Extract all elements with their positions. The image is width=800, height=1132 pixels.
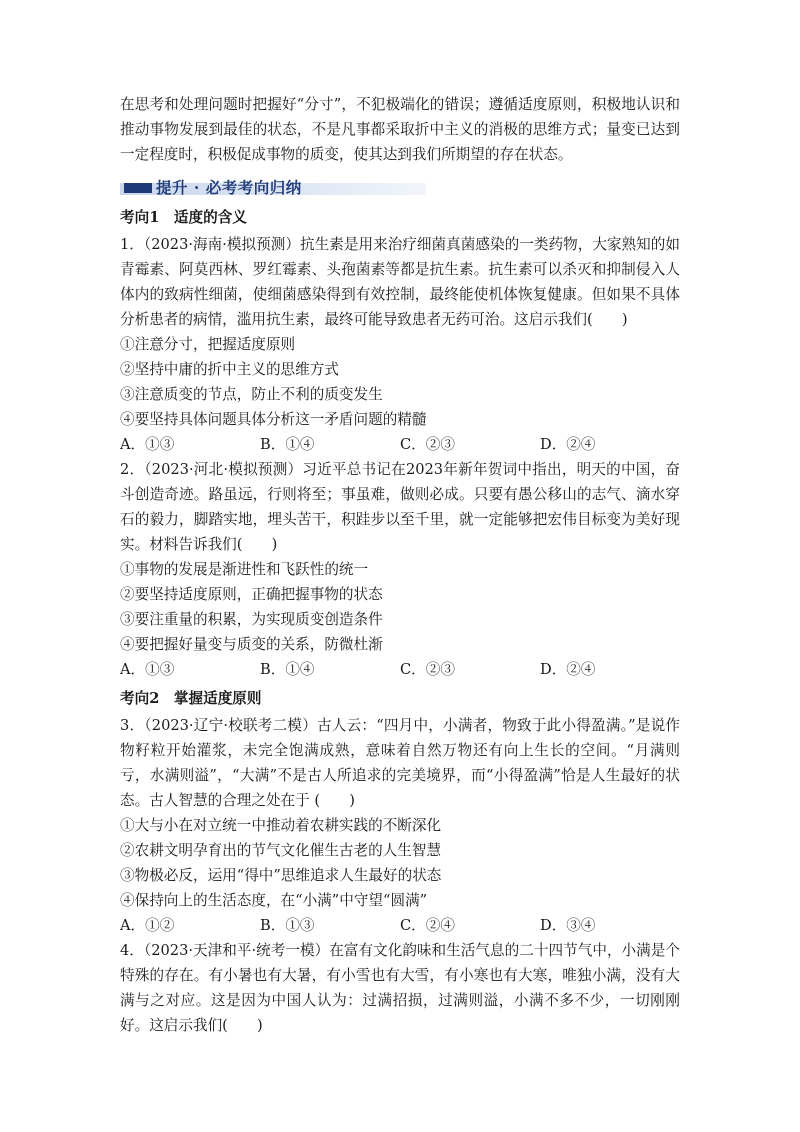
question-2-option-4: ④要把握好量变与质变的关系，防微杜渐 <box>120 636 383 653</box>
question-3-option-3: ③物极必反，运用“得中”思维追求人生最好的状态 <box>120 867 442 884</box>
question-2-option-2: ②要坚持适度原则，正确把握事物的状态 <box>120 586 383 603</box>
question-stem-3: 3．（2023·辽宁·校联考二模）古人云：“四月中，小满者，物致于此小得盈满。”是说作物籽粒开始灌浆，未完全饱满成熟，意味着自然万物还有向上生长的空间。“月满则亏，水满则溢”，“大满”不是古人所追求的完美境界，而“小得盈满”恰是人生最好的状态。古人智慧的合理之处在于 ( ) <box>120 717 680 809</box>
section-title-1: 考向1 适度的含义 <box>120 209 247 226</box>
question-stem-1: 1．（2023·海南·模拟预测）抗生素是用来治疗细菌真菌感染的一类药物，大家熟知的如青霉素、阿莫西林、罗红霉素、头孢菌素等都是抗生素。抗生素可以杀灭和抑制侵入人体内的致病性细菌，使细菌感染得到有效控制，最终能使机体恢复健康。但如果不具体分析患者的病情，滥用抗生素，最终可能导致患者无药可治。这启示我们( ) <box>120 236 680 328</box>
document-page <box>120 92 680 1038</box>
question-1-option-4: ④要坚持具体问题具体分析这一矛盾问题的精髓 <box>120 411 427 428</box>
question-3-choice-b: B．①③ <box>260 917 315 934</box>
question-3-choice-d: D．③④ <box>540 917 596 934</box>
section-banner <box>120 175 680 199</box>
question-3-option-4: ④保持向上的生活态度，在“小满”中守望“圆满” <box>120 892 428 909</box>
question-3-option-1: ①大与小在对立统一中推动着农耕实践的不断深化 <box>120 817 442 834</box>
question-1-choice-b: B．①④ <box>260 436 315 453</box>
question-stem-2: 2．（2023·河北·模拟预测）习近平总书记在2023年新年贺词中指出，明天的中国，奋斗创造奇迹。路虽远，行则将至；事虽难，做则必成。只要有愚公移山的志气、滴水穿石的毅力，脚踏实地，埋头苦干，积跬步以至千里，就一定能够把宏伟目标变为美好现实。材料告诉我们( ) <box>120 461 680 553</box>
question-1-option-3: ③注意质变的节点，防止不利的质变发生 <box>120 386 383 403</box>
question-3-choice-a: A．①② <box>120 917 175 934</box>
question-2-choice-a: A．①③ <box>120 661 175 678</box>
question-2-option-3: ③要注重量的积累，为实现质变创造条件 <box>120 611 383 628</box>
question-3-choice-c: C．②④ <box>400 917 455 934</box>
question-2-choice-b: B．①④ <box>260 661 315 678</box>
banner-title: 提升 · 必考考向归纳 <box>156 178 302 197</box>
question-2-option-1: ①事物的发展是渐进性和飞跃性的统一 <box>120 561 369 578</box>
question-1-option-2: ②坚持中庸的折中主义的思维方式 <box>120 361 339 378</box>
section-title-2: 考向2 掌握适度原则 <box>120 690 262 707</box>
question-1-choices <box>120 432 680 457</box>
question-2-choices <box>120 657 680 682</box>
question-3-option-2: ②农耕文明孕育出的节气文化催生古老的人生智慧 <box>120 842 442 859</box>
question-2-choice-d: D．②④ <box>540 661 596 678</box>
banner-block <box>124 183 152 193</box>
question-1-choice-a: A．①③ <box>120 436 175 453</box>
question-3-choices <box>120 913 680 938</box>
question-2-choice-c: C．②③ <box>400 661 455 678</box>
question-1-choice-d: D．②④ <box>540 436 596 453</box>
question-1-choice-c: C．②③ <box>400 436 455 453</box>
intro-paragraph: 在思考和处理问题时把握好“分寸”，不犯极端化的错误；遵循适度原则，积极地认识和推动事物发展到最佳的状态，不是凡事都采取折中主义的消极的思维方式；量变已达到一定程度时，积极促成事物的质变，使其达到我们所期望的存在状态。 <box>120 96 680 163</box>
question-stem-4: 4．（2023·天津和平·统考一模）在富有文化韵味和生活气息的二十四节气中，小满是个特殊的存在。有小暑也有大暑，有小雪也有大雪，有小寒也有大寒，唯独小满，没有大满与之对应。这是因为中国人认为：过满招损，过满则溢，小满不多不少，一切刚刚好。这启示我们( ) <box>120 942 680 1034</box>
question-1-option-1: ①注意分寸，把握适度原则 <box>120 336 296 353</box>
